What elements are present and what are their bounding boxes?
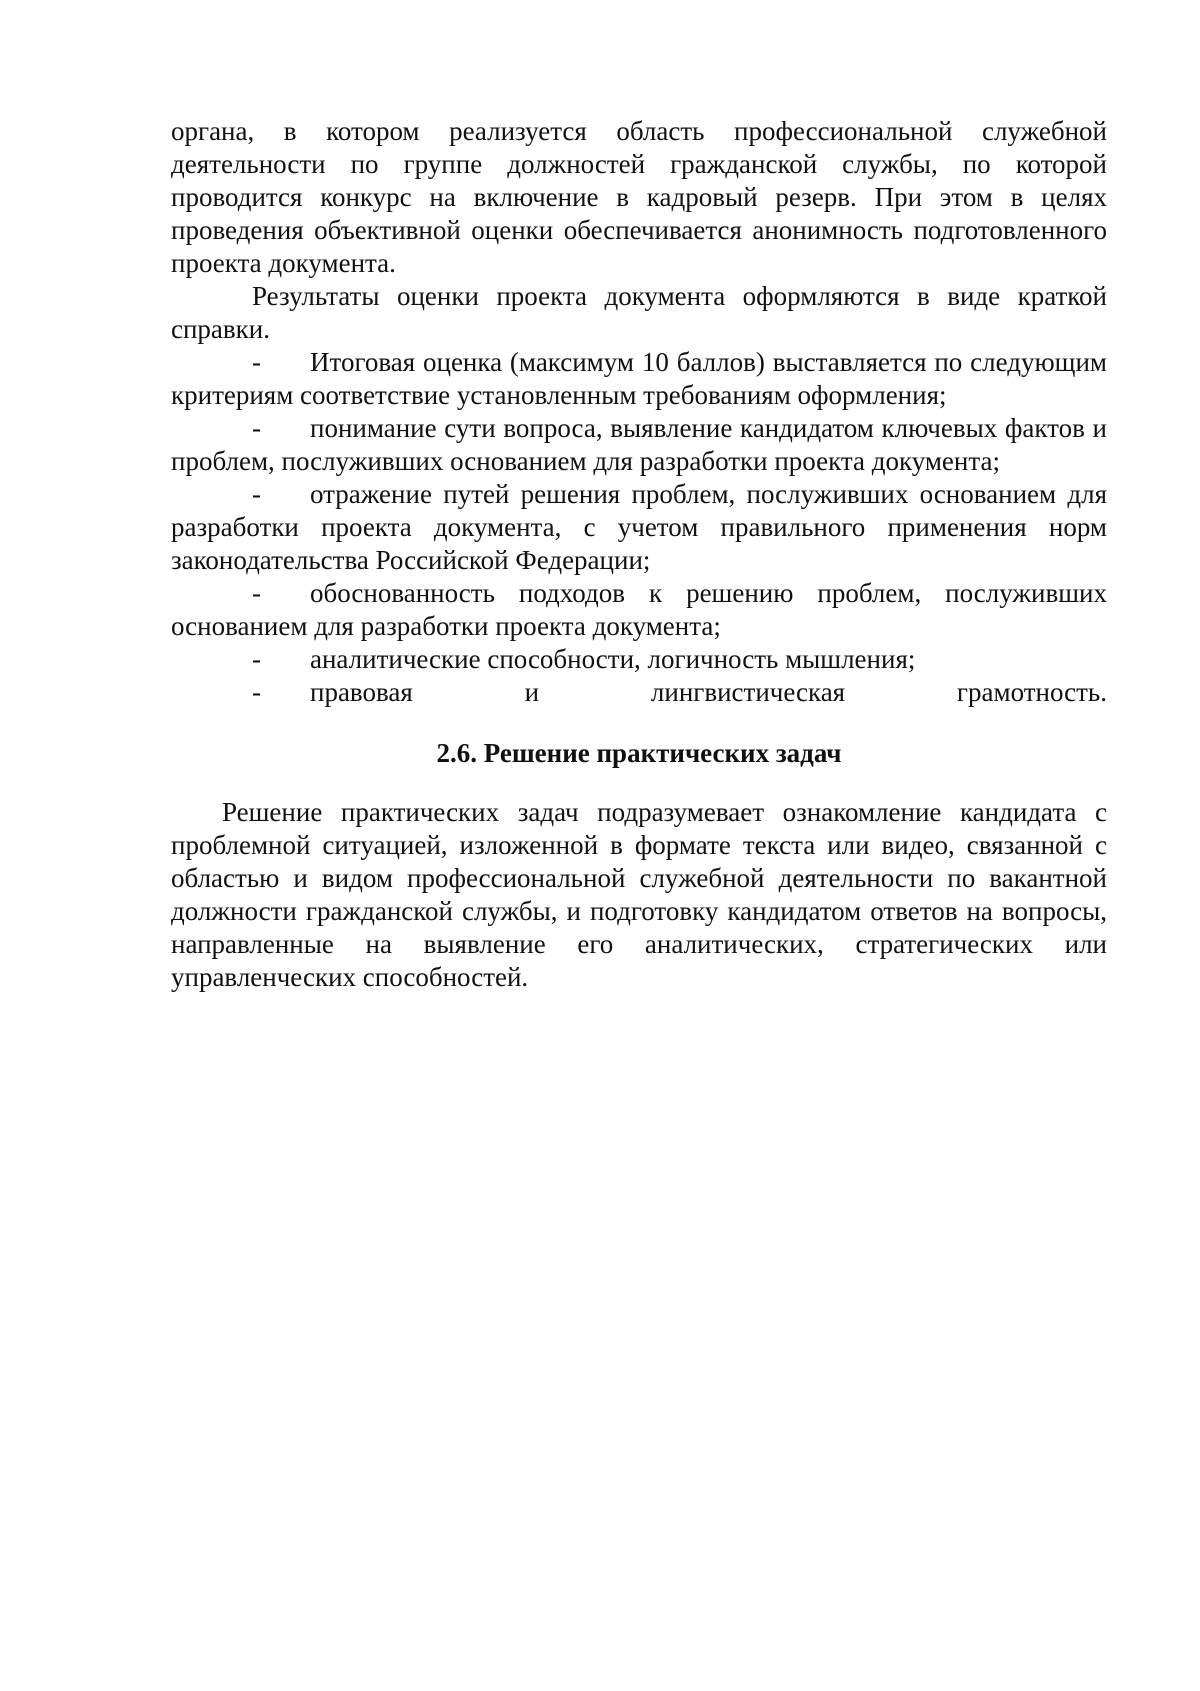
list-bullet: - bbox=[252, 578, 261, 608]
list-bullet: - bbox=[252, 644, 261, 674]
list-item-text: Итоговая оценка (максимум 10 баллов) выставляется по следующим критериям соответствие установленным требованиям оформления; bbox=[171, 347, 1107, 410]
list-item bbox=[171, 478, 1107, 577]
list-item-text: понимание сути вопроса, выявление кандидатом ключевых фактов и проблем, послуживших основанием для разработки проекта документа; bbox=[171, 413, 1107, 476]
list-item-text: аналитические способности, логичность мышления; bbox=[310, 644, 916, 674]
list-bullet: - bbox=[252, 677, 261, 707]
document-page bbox=[171, 115, 1107, 994]
list-item bbox=[171, 577, 1107, 643]
list-bullet: - bbox=[252, 347, 261, 377]
list-item bbox=[171, 643, 1107, 676]
list-item bbox=[171, 412, 1107, 478]
section-heading: 2.6. Решение практических задач bbox=[436, 738, 842, 768]
section-paragraph: Решение практических задач подразумевает ознакомление кандидата с проблемной ситуацией, изложенной в формате текста или видео, связанной с областью и видом профессиональной служебной деятельности по вакантной должности гражданской службы, и подготовку кандидатом ответов на вопросы, направленные на выявление его аналитических, стратегических или управленческих способностей. bbox=[171, 797, 1107, 992]
list-item bbox=[171, 346, 1107, 412]
list-item-text: обоснованность подходов к решению проблем, послуживших основанием для разработки проекта документа; bbox=[171, 578, 1107, 641]
list-item bbox=[171, 676, 1107, 709]
paragraph-continuation: органа, в котором реализуется область профессиональной служебной деятельности по группе должностей гражданской службы, по которой проводится конкурс на включение в кадровый резерв. При этом в целях проведения объективной оценки обеспечивается анонимность подготовленного проекта документа. bbox=[171, 116, 1107, 278]
list-item-text: отражение путей решения проблем, послуживших основанием для разработки проекта документа, с учетом правильного применения норм законодательства Российской Федерации; bbox=[171, 479, 1107, 575]
list-bullet: - bbox=[252, 479, 261, 509]
list-item-text: правовая и лингвистическая грамотность. bbox=[310, 677, 1107, 707]
list-bullet: - bbox=[252, 413, 261, 443]
paragraph-results: Результаты оценки проекта документа оформляются в виде краткой справки. bbox=[171, 281, 1107, 344]
